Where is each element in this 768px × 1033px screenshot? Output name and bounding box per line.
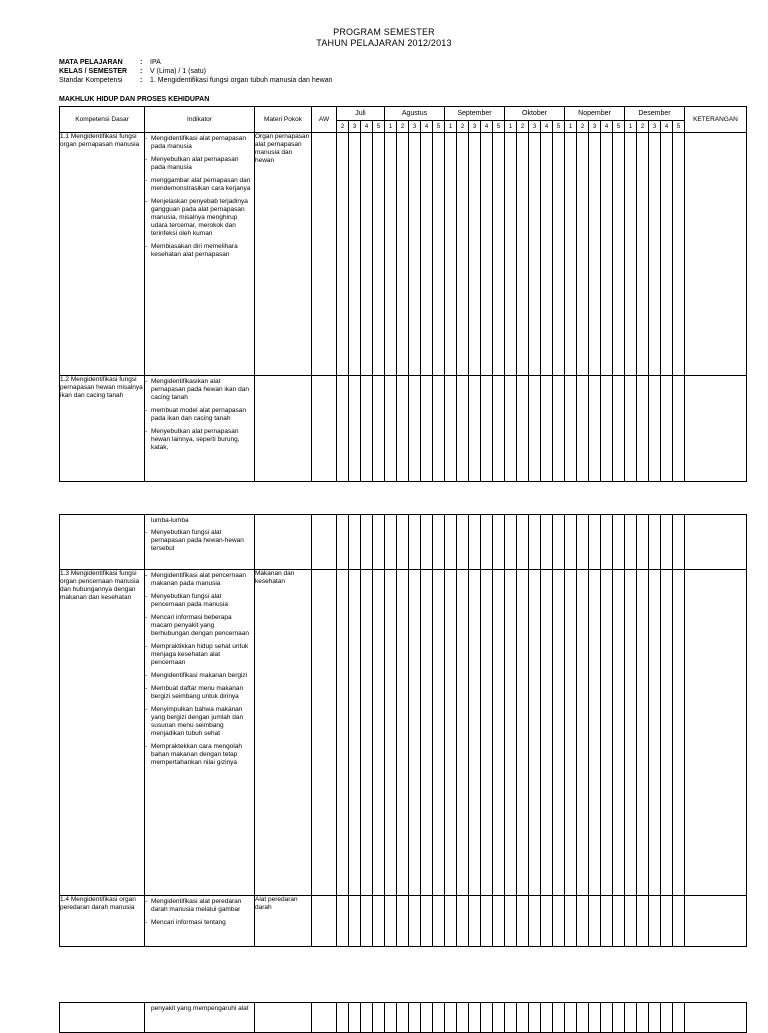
month-september: September	[445, 107, 505, 121]
week-number: 2	[577, 121, 589, 133]
info-separator: :	[140, 77, 143, 84]
week-number: 1	[445, 121, 457, 133]
schedule-cell	[337, 896, 349, 947]
info-separator: :	[140, 59, 143, 66]
schedule-cell	[493, 1003, 505, 1033]
schedule-cell	[445, 896, 457, 947]
schedule-cell	[589, 570, 601, 896]
schedule-cell	[361, 376, 373, 482]
indikator-item: - menggambar alat pernapasan dan mendemonstrasikan cara kerjanya	[145, 177, 252, 193]
schedule-cell	[469, 515, 481, 570]
section-title: MAKHLUK HIDUP DAN PROSES KEHIDUPAN	[59, 96, 210, 103]
schedule-cell	[469, 1003, 481, 1033]
schedule-cell	[637, 570, 649, 896]
schedule-cell	[397, 376, 409, 482]
schedule-cell	[397, 570, 409, 896]
aw-cell	[312, 515, 337, 570]
schedule-cell	[601, 133, 613, 376]
schedule-cell	[445, 570, 457, 896]
info-separator: :	[140, 68, 143, 75]
schedule-cell	[457, 570, 469, 896]
materi-cell: Organ pernapasan alat pernapasan manusia dan hewan	[255, 133, 312, 376]
schedule-cell	[385, 1003, 397, 1033]
schedule-cell	[433, 570, 445, 896]
program-semester-table-page-1	[59, 106, 747, 482]
indikator-item: - Mengidentifikasi alat pernapasan pada manusia	[145, 135, 252, 151]
schedule-cell	[397, 896, 409, 947]
schedule-cell	[421, 1003, 433, 1033]
schedule-cell	[589, 896, 601, 947]
week-number: 2	[457, 121, 469, 133]
schedule-cell	[589, 515, 601, 570]
indikator-continuation: penyakit yang mempengaruhi alat	[151, 1005, 249, 1012]
schedule-cell	[613, 1003, 625, 1033]
schedule-cell	[361, 515, 373, 570]
indikator-item: - Membuat daftar menu makanan bergizi seimbang untuk dirinya	[145, 685, 252, 701]
schedule-cell	[505, 133, 517, 376]
schedule-cell	[373, 1003, 385, 1033]
schedule-cell	[637, 1003, 649, 1033]
table-header	[60, 107, 747, 133]
keterangan-cell	[685, 896, 747, 947]
materi-cell	[255, 376, 312, 482]
schedule-cell	[433, 376, 445, 482]
keterangan-cell	[685, 376, 747, 482]
schedule-cell	[493, 133, 505, 376]
aw-cell	[312, 896, 337, 947]
table-row	[60, 1003, 747, 1033]
table-row	[60, 133, 747, 376]
schedule-cell	[529, 133, 541, 376]
week-number: 3	[589, 121, 601, 133]
kompetensi-cell	[60, 515, 145, 570]
week-number: 2	[637, 121, 649, 133]
month-nopember: Nopember	[565, 107, 625, 121]
schedule-cell	[649, 515, 661, 570]
schedule-cell	[385, 515, 397, 570]
week-number: 3	[349, 121, 361, 133]
week-number: 1	[565, 121, 577, 133]
schedule-cell	[481, 570, 493, 896]
schedule-cell	[361, 570, 373, 896]
table-row	[60, 896, 747, 947]
indikator-item: - Mengidentifikasi makanan bergizi	[145, 672, 252, 680]
week-number: 4	[541, 121, 553, 133]
table-row	[60, 515, 747, 570]
schedule-cell	[673, 376, 685, 482]
schedule-cell	[397, 515, 409, 570]
schedule-cell	[409, 570, 421, 896]
schedule-cell	[661, 896, 673, 947]
schedule-cell	[397, 133, 409, 376]
schedule-cell	[601, 1003, 613, 1033]
schedule-cell	[589, 376, 601, 482]
schedule-cell	[565, 896, 577, 947]
indikator-item: - Menjelaskan penyebab terjadinya gangguan pada alat pernapasan manusia, misalnya menghirup udara tercemar, merokok dan terinfeksi oleh kuman	[145, 198, 252, 238]
schedule-cell	[637, 515, 649, 570]
document-subtitle: TAHUN PELAJARAN 2012/2013	[316, 38, 452, 48]
program-semester-table-page-3	[59, 1002, 747, 1033]
schedule-cell	[673, 896, 685, 947]
schedule-cell	[385, 133, 397, 376]
schedule-cell	[457, 896, 469, 947]
keterangan-cell	[685, 1003, 747, 1033]
schedule-cell	[637, 376, 649, 482]
schedule-cell	[349, 1003, 361, 1033]
week-number: 1	[625, 121, 637, 133]
schedule-cell	[505, 515, 517, 570]
indikator-cell	[145, 570, 255, 896]
schedule-cell	[385, 896, 397, 947]
schedule-cell	[553, 133, 565, 376]
schedule-cell	[505, 570, 517, 896]
indikator-item: - membuat model alat pernapasan pada ikan dan cacing tanah	[145, 407, 252, 423]
week-number: 2	[337, 121, 349, 133]
indikator-cell	[145, 1003, 255, 1033]
schedule-cell	[517, 570, 529, 896]
schedule-cell	[661, 1003, 673, 1033]
schedule-cell	[529, 896, 541, 947]
schedule-cell	[637, 133, 649, 376]
info-row	[59, 58, 333, 67]
schedule-cell	[349, 896, 361, 947]
header-aw: AW	[312, 107, 337, 133]
indikator-cell	[145, 515, 255, 570]
schedule-cell	[613, 570, 625, 896]
aw-cell	[312, 570, 337, 896]
kompetensi-cell: 1.1 Mengidentifikasi fungsi organ pernapasan manusia	[60, 133, 145, 376]
week-number: 2	[517, 121, 529, 133]
schedule-cell	[661, 133, 673, 376]
week-number: 5	[673, 121, 685, 133]
week-number: 3	[649, 121, 661, 133]
aw-cell	[312, 376, 337, 482]
schedule-cell	[517, 376, 529, 482]
kompetensi-cell: 1.2 Mengidentifikasi fungsi pernapasan hewan misalnya ikan dan cacing tanah	[60, 376, 145, 482]
schedule-cell	[601, 376, 613, 482]
table-row	[60, 570, 747, 896]
aw-cell	[312, 133, 337, 376]
schedule-cell	[373, 570, 385, 896]
week-number: 5	[613, 121, 625, 133]
schedule-cell	[457, 133, 469, 376]
schedule-cell	[457, 1003, 469, 1033]
indikator-item: - Menyimpulkan bahwa makanan yang bergizi dengan jumlah dan susunan menu seimbang menjadikan tubuh sehat	[145, 706, 252, 738]
schedule-cell	[577, 570, 589, 896]
indikator-item: - Mempraktekkan cara mengolah bahan makanan dengan tetap mempertahankan nilai gizinya	[145, 743, 252, 767]
schedule-cell	[481, 515, 493, 570]
materi-cell: Alat peredaran darah	[255, 896, 312, 947]
document-title: PROGRAM SEMESTER	[333, 27, 435, 37]
keterangan-cell	[685, 515, 747, 570]
schedule-cell	[517, 1003, 529, 1033]
schedule-cell	[541, 896, 553, 947]
schedule-cell	[601, 515, 613, 570]
schedule-cell	[577, 133, 589, 376]
week-number: 3	[409, 121, 421, 133]
schedule-cell	[601, 896, 613, 947]
week-number: 2	[397, 121, 409, 133]
schedule-cell	[529, 1003, 541, 1033]
header-row-months	[60, 107, 747, 121]
schedule-cell	[409, 133, 421, 376]
schedule-cell	[505, 896, 517, 947]
schedule-cell	[457, 376, 469, 482]
schedule-cell	[433, 896, 445, 947]
schedule-cell	[565, 570, 577, 896]
schedule-cell	[649, 570, 661, 896]
schedule-cell	[601, 570, 613, 896]
schedule-cell	[433, 515, 445, 570]
schedule-cell	[469, 133, 481, 376]
schedule-cell	[409, 1003, 421, 1033]
header-keterangan: KETERANGAN	[685, 107, 747, 133]
month-oktober: Oktober	[505, 107, 565, 121]
week-number: 4	[481, 121, 493, 133]
week-number: 5	[433, 121, 445, 133]
week-number: 4	[421, 121, 433, 133]
kompetensi-cell: 1.3 Mengidentifikasi fungsi organ pencernaan manusia dan hubungannya dengan makanan dan kesehatan	[60, 570, 145, 896]
schedule-cell	[661, 376, 673, 482]
indikator-continuation: lumba-lumba	[151, 517, 189, 524]
schedule-cell	[613, 376, 625, 482]
schedule-cell	[385, 376, 397, 482]
schedule-cell	[613, 133, 625, 376]
indikator-cell	[145, 133, 255, 376]
schedule-cell	[481, 896, 493, 947]
indikator-cell	[145, 896, 255, 947]
week-number: 5	[553, 121, 565, 133]
schedule-cell	[625, 515, 637, 570]
schedule-cell	[397, 1003, 409, 1033]
schedule-cell	[577, 515, 589, 570]
schedule-cell	[481, 133, 493, 376]
schedule-cell	[553, 1003, 565, 1033]
week-number: 4	[601, 121, 613, 133]
info-value: IPA	[150, 59, 161, 66]
indikator-list	[145, 529, 254, 553]
week-number: 3	[529, 121, 541, 133]
indikator-item: - Mencari informasi tentang	[145, 919, 252, 927]
schedule-cell	[541, 1003, 553, 1033]
schedule-cell	[541, 515, 553, 570]
schedule-cell	[481, 376, 493, 482]
keterangan-cell	[685, 570, 747, 896]
schedule-cell	[337, 133, 349, 376]
schedule-cell	[577, 896, 589, 947]
schedule-cell	[409, 896, 421, 947]
schedule-cell	[625, 570, 637, 896]
schedule-cell	[649, 133, 661, 376]
schedule-cell	[541, 376, 553, 482]
schedule-cell	[589, 133, 601, 376]
schedule-cell	[613, 515, 625, 570]
schedule-cell	[421, 133, 433, 376]
info-row	[59, 76, 333, 85]
schedule-cell	[361, 1003, 373, 1033]
table-row	[60, 376, 747, 482]
schedule-cell	[493, 570, 505, 896]
header-materi: Materi Pokok	[255, 107, 312, 133]
schedule-cell	[349, 570, 361, 896]
schedule-cell	[337, 1003, 349, 1033]
schedule-cell	[373, 896, 385, 947]
schedule-cell	[385, 570, 397, 896]
schedule-cell	[421, 570, 433, 896]
schedule-cell	[433, 133, 445, 376]
schedule-cell	[673, 515, 685, 570]
schedule-cell	[577, 376, 589, 482]
schedule-cell	[349, 133, 361, 376]
week-number: 5	[373, 121, 385, 133]
indikator-cell	[145, 376, 255, 482]
indikator-item: - Menyebutkan alat pernapasan pada manusia	[145, 156, 252, 172]
schedule-cell	[445, 1003, 457, 1033]
schedule-cell	[409, 515, 421, 570]
header-kompetensi: Kompetensi Dasar	[60, 107, 145, 133]
schedule-cell	[541, 133, 553, 376]
week-number: 3	[469, 121, 481, 133]
schedule-cell	[661, 570, 673, 896]
indikator-item: - Mencari informasi beberapa macam penyakit yang berhubungan dengan pencernaan	[145, 614, 252, 638]
indikator-item: - Mempraktikkan hidup sehat untuk menjaga kesehatan alat pencernaan	[145, 643, 252, 667]
info-row	[59, 67, 333, 76]
schedule-cell	[649, 1003, 661, 1033]
schedule-cell	[553, 896, 565, 947]
week-number: 4	[661, 121, 673, 133]
schedule-cell	[553, 570, 565, 896]
schedule-cell	[637, 896, 649, 947]
header-info	[59, 58, 333, 85]
schedule-cell	[565, 376, 577, 482]
week-number: 1	[385, 121, 397, 133]
aw-cell	[312, 1003, 337, 1033]
schedule-cell	[565, 133, 577, 376]
schedule-cell	[361, 133, 373, 376]
schedule-cell	[529, 570, 541, 896]
schedule-cell	[517, 896, 529, 947]
week-number: 5	[493, 121, 505, 133]
schedule-cell	[649, 896, 661, 947]
schedule-cell	[673, 1003, 685, 1033]
kompetensi-cell	[60, 1003, 145, 1033]
info-label: KELAS / SEMESTER	[59, 68, 128, 75]
indikator-item: - Mengidentifikasikan alat pernapasan pada hewan ikan dan cacing tanah	[145, 378, 252, 402]
month-agustus: Agustus	[385, 107, 445, 121]
schedule-cell	[541, 570, 553, 896]
schedule-cell	[421, 515, 433, 570]
schedule-cell	[409, 376, 421, 482]
schedule-cell	[373, 515, 385, 570]
schedule-cell	[445, 515, 457, 570]
indikator-item: - Membiasakan diri memelihara kesehatan alat pernapasan	[145, 243, 252, 259]
month-juli: Juli	[337, 107, 385, 121]
schedule-cell	[505, 376, 517, 482]
schedule-cell	[493, 515, 505, 570]
schedule-cell	[493, 896, 505, 947]
indikator-item: - Menyebutkan alat pernapasan hewan lainnya, seperti burung, katak,	[145, 428, 252, 452]
schedule-cell	[433, 1003, 445, 1033]
schedule-cell	[625, 1003, 637, 1033]
indikator-item: - Mengidentifikasi alat pencernaan makanan pada manusia	[145, 572, 252, 588]
schedule-cell	[445, 133, 457, 376]
schedule-cell	[529, 376, 541, 482]
schedule-cell	[481, 1003, 493, 1033]
schedule-cell	[493, 376, 505, 482]
schedule-cell	[361, 896, 373, 947]
keterangan-cell	[685, 133, 747, 376]
schedule-cell	[553, 376, 565, 482]
schedule-cell	[589, 1003, 601, 1033]
schedule-cell	[337, 570, 349, 896]
week-number: 4	[361, 121, 373, 133]
schedule-cell	[553, 515, 565, 570]
schedule-cell	[517, 133, 529, 376]
indikator-item: - Menyebutkan fungsi alat pernapasan pada hewan-hewan tersebut	[145, 529, 252, 553]
program-semester-table-page-2	[59, 514, 747, 947]
materi-cell	[255, 515, 312, 570]
schedule-cell	[337, 376, 349, 482]
schedule-cell	[517, 515, 529, 570]
schedule-cell	[421, 896, 433, 947]
schedule-cell	[529, 515, 541, 570]
schedule-cell	[661, 515, 673, 570]
schedule-cell	[577, 1003, 589, 1033]
schedule-cell	[625, 376, 637, 482]
schedule-cell	[649, 376, 661, 482]
schedule-cell	[337, 515, 349, 570]
schedule-cell	[565, 515, 577, 570]
schedule-cell	[469, 570, 481, 896]
header-indikator: Indikator	[145, 107, 255, 133]
indikator-item: - Mengidentifikasi alat peredaran darah manusia melalui gambar	[145, 898, 252, 914]
month-desember: Desember	[625, 107, 685, 121]
schedule-cell	[457, 515, 469, 570]
info-value: V (Lima) / 1 (satu)	[150, 68, 207, 75]
schedule-cell	[469, 896, 481, 947]
schedule-cell	[421, 376, 433, 482]
schedule-cell	[673, 570, 685, 896]
schedule-cell	[505, 1003, 517, 1033]
schedule-cell	[613, 896, 625, 947]
schedule-cell	[673, 133, 685, 376]
indikator-item: - Menyebutkan fungsi alat pencernaan pada manusia	[145, 593, 252, 609]
materi-cell: Makanan dan kesehatan	[255, 570, 312, 896]
info-label: Standar Kompetensi	[59, 77, 123, 84]
week-number: 1	[505, 121, 517, 133]
schedule-cell	[349, 376, 361, 482]
schedule-cell	[565, 1003, 577, 1033]
info-label: MATA PELAJARAN	[59, 59, 123, 66]
materi-cell	[255, 1003, 312, 1033]
schedule-cell	[373, 133, 385, 376]
schedule-cell	[625, 896, 637, 947]
schedule-cell	[625, 133, 637, 376]
schedule-cell	[349, 515, 361, 570]
schedule-cell	[469, 376, 481, 482]
info-value: 1. Mengidentifikasi fungsi organ tubuh manusia dan hewan	[150, 77, 333, 84]
kompetensi-cell: 1.4 Mengidentifikasi organ peredaran darah manusia	[60, 896, 145, 947]
schedule-cell	[373, 376, 385, 482]
schedule-cell	[445, 376, 457, 482]
